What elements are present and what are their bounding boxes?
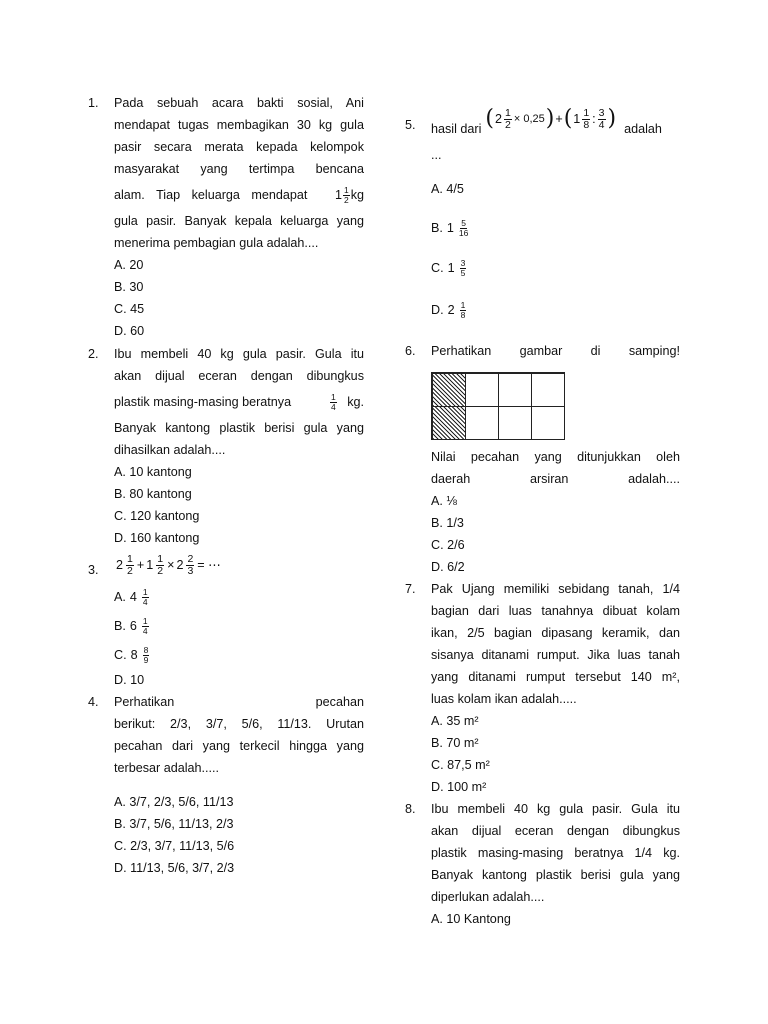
- grid-cell: [498, 373, 532, 407]
- option[interactable]: A. 35 m²: [431, 714, 479, 728]
- denominator: 4: [142, 625, 148, 636]
- option[interactable]: D. 11/13, 5/6, 3/7, 2/3: [114, 861, 235, 875]
- question-text: daerah: [431, 472, 471, 486]
- question-6: [405, 340, 680, 578]
- question-text-line: berikut: 2/3, 3/7, 5/6, 11/13. Urutan: [114, 717, 364, 731]
- numerator: 1: [460, 299, 466, 310]
- denominator: 4: [598, 118, 605, 131]
- question-number: 7.: [405, 582, 416, 596]
- numerator: 1: [583, 106, 590, 119]
- question-text-line: pasir secara merata kepada kelompok: [114, 140, 364, 154]
- question-text-line: gula pasir. Banyak kepala keluarga yang: [114, 214, 364, 228]
- fraction-whole: 2: [176, 558, 184, 572]
- question-text-line: mendapat tugas membagikan 30 kg gula: [114, 118, 364, 132]
- fraction: [460, 301, 467, 320]
- denominator: 8: [460, 309, 466, 320]
- question-text: di: [590, 344, 601, 358]
- fraction-whole: 2: [447, 303, 455, 317]
- paren-open: (: [563, 106, 573, 131]
- question-4: [88, 691, 364, 879]
- fraction: [142, 617, 149, 636]
- option[interactable]: [431, 290, 680, 330]
- question-1: [88, 92, 364, 342]
- numerator: 1: [142, 615, 148, 626]
- denominator: 9: [143, 654, 149, 665]
- paren-close: ): [545, 106, 555, 131]
- question-text: alam. Tiap keluarga mendapat: [114, 188, 308, 202]
- denominator: 2: [157, 564, 164, 577]
- question-text-line: akan dijual eceran dengan dibungkus: [114, 369, 364, 383]
- grid-cell-shaded: [432, 406, 466, 440]
- option[interactable]: B. 3/7, 5/6, 11/13, 2/3: [114, 817, 234, 831]
- question-text-line: Pak Ujang memiliki sebidang tanah, 1/4: [431, 582, 680, 596]
- inline-fraction-group: [329, 391, 364, 413]
- question-text-line: diperlukan adalah....: [431, 890, 545, 904]
- fraction: [186, 554, 194, 577]
- question-text-line: Pada sebuah acara bakti sosial, Ani: [114, 96, 364, 110]
- question-text-line: pecahan dari yang terkecil hingga yang: [114, 739, 364, 753]
- option[interactable]: [431, 246, 680, 290]
- fraction: [598, 108, 606, 131]
- question-text: pecahan: [315, 695, 364, 709]
- denominator: 5: [460, 267, 466, 278]
- fraction: [156, 554, 164, 577]
- option[interactable]: D. 6/2: [431, 560, 465, 574]
- fraction: [343, 186, 350, 205]
- question-text: hasil dari: [431, 122, 482, 136]
- option[interactable]: C. 45: [114, 302, 145, 316]
- mixed-fraction: [335, 184, 364, 206]
- numerator: 1: [142, 586, 148, 597]
- numerator: 1: [343, 185, 349, 196]
- paren-close: ): [607, 106, 617, 131]
- numerator: 1: [157, 552, 164, 565]
- fraction-whole: 4: [129, 590, 137, 604]
- question-text-line: bagian dari luas tanahnya dibuat kolam: [431, 604, 680, 618]
- grid-cell-shaded: [432, 373, 466, 407]
- question-text-line: akan dijual eceran dengan dibungkus: [431, 824, 680, 838]
- grid-cell: [498, 406, 532, 440]
- fraction-whole: 8: [130, 648, 138, 662]
- question-text: arsiran: [529, 472, 569, 486]
- question-text-line: Banyak kantong plastik berisi gula yang: [431, 868, 680, 882]
- option[interactable]: C. 87,5 m²: [431, 758, 490, 772]
- numerator: 3: [598, 106, 605, 119]
- unit: kg.: [347, 395, 364, 409]
- question-7: [405, 578, 680, 798]
- question-text-line: menerima pembagian gula adalah....: [114, 236, 319, 250]
- question-number: 6.: [405, 344, 416, 358]
- question-text-line: Ibu membeli 40 kg gula pasir. Gula itu: [431, 802, 680, 816]
- question-text-line: Ibu membeli 40 kg gula pasir. Gula itu: [114, 347, 364, 361]
- question-text-line: dihasilkan adalah....: [114, 443, 226, 457]
- option-label: B.: [114, 619, 126, 633]
- question-text-line: luas kolam ikan adalah.....: [431, 692, 577, 706]
- operator: ×: [167, 558, 175, 572]
- grid-cell: [465, 406, 499, 440]
- grid-cell: [531, 406, 565, 440]
- numerator: 5: [461, 217, 467, 228]
- question-number: 2.: [88, 347, 99, 361]
- paren-open: (: [485, 106, 494, 131]
- operator: +: [555, 112, 563, 126]
- question-text-line: sisanya ditanami rumput. Jika luas tanah: [431, 648, 680, 662]
- equals-ellipsis: = ⋯: [197, 558, 221, 572]
- shaded-grid-figure: [431, 372, 565, 440]
- question-text-line: Nilai pecahan yang ditunjukkan oleh: [431, 450, 680, 464]
- denominator: 4: [142, 596, 148, 607]
- question-number: 5.: [405, 118, 416, 132]
- expression-text: × 0,25: [513, 113, 545, 125]
- option[interactable]: A. 4/5: [431, 182, 464, 196]
- option[interactable]: B. 30: [114, 280, 144, 294]
- question-text-line: terbesar adalah.....: [114, 761, 220, 775]
- numerator: 1: [127, 552, 133, 565]
- question-text-line: [431, 340, 680, 362]
- denominator: 2: [343, 195, 349, 206]
- numerator: 8: [143, 644, 149, 655]
- question-text: plastik masing-masing beratnya: [114, 395, 292, 409]
- denominator: 8: [583, 118, 590, 131]
- question-text: Perhatikan: [431, 344, 492, 358]
- option[interactable]: C. 2/6: [431, 538, 465, 552]
- question-text-line: Banyak kantong plastik berisi gula yang: [114, 421, 364, 435]
- option-label: A.: [114, 590, 126, 604]
- question-text-line: yang ditanami rumput tersebut 140 m²,: [431, 670, 680, 684]
- denominator: 2: [505, 118, 511, 131]
- fraction-whole: 6: [129, 619, 137, 633]
- option-label: D.: [431, 303, 444, 317]
- option[interactable]: B. 1/3: [431, 516, 464, 530]
- question-5: [405, 92, 680, 330]
- question-text: adalah....: [628, 472, 680, 486]
- option[interactable]: D. 100 m²: [431, 780, 487, 794]
- option[interactable]: A. 10 kantong: [114, 465, 192, 479]
- numerator: 1: [505, 106, 511, 119]
- question-text: gambar: [519, 344, 563, 358]
- numerator: 2: [187, 552, 194, 565]
- option[interactable]: A. ⅛: [431, 494, 457, 508]
- option[interactable]: A. 3/7, 2/3, 5/6, 11/13: [114, 795, 234, 809]
- option[interactable]: B. 70 m²: [431, 736, 479, 750]
- option[interactable]: A. 10 Kantong: [431, 912, 511, 926]
- option-label: C.: [114, 648, 127, 662]
- denominator: 4: [330, 402, 336, 413]
- option[interactable]: D. 10: [114, 673, 145, 687]
- question-text: samping!: [628, 344, 680, 358]
- fraction-whole: 1: [573, 112, 581, 126]
- fraction: [142, 588, 149, 607]
- fraction: [330, 393, 337, 412]
- option[interactable]: [114, 641, 364, 669]
- option[interactable]: D. 60: [114, 324, 145, 338]
- question-text-line: [114, 691, 364, 713]
- question-3: [88, 547, 364, 691]
- fraction-whole: 2: [116, 558, 124, 572]
- fraction-whole: 1: [146, 558, 154, 572]
- question-text-line: plastik masing-masing beratnya 1/4 kg.: [431, 846, 680, 860]
- fraction-whole: 1: [446, 221, 454, 235]
- fraction-whole: 2: [495, 112, 503, 126]
- option-label: B.: [431, 221, 443, 235]
- option[interactable]: [114, 583, 364, 611]
- fraction: [126, 554, 134, 577]
- question-text: Perhatikan: [114, 695, 175, 709]
- fraction: [143, 646, 150, 665]
- question-text-line: masyarakat yang tertimpa bencana: [114, 162, 364, 176]
- denominator: 3: [187, 564, 194, 577]
- fraction-whole: 1: [334, 188, 342, 202]
- left-column: [88, 92, 364, 879]
- fraction: [460, 259, 467, 278]
- option[interactable]: D. 160 kantong: [114, 531, 200, 545]
- denominator: 16: [458, 227, 469, 238]
- fraction: [504, 108, 512, 131]
- question-text-line: ikan, 2/5 bagian dipasang keramik, dan: [431, 626, 680, 640]
- operator: :: [592, 112, 596, 126]
- question-text-line: [114, 387, 364, 417]
- question-8: [405, 798, 680, 930]
- option[interactable]: A. 20: [114, 258, 144, 272]
- math-expression: [116, 547, 364, 583]
- question-text-line: [114, 180, 364, 210]
- question-number: 3.: [88, 563, 99, 577]
- option[interactable]: C. 120 kantong: [114, 509, 200, 523]
- numerator: 1: [330, 392, 336, 403]
- option[interactable]: C. 2/3, 3/7, 11/13, 5/6: [114, 839, 235, 853]
- operator: +: [136, 558, 145, 572]
- question-text-line: ...: [431, 148, 442, 162]
- question-number: 8.: [405, 802, 416, 816]
- question-text-line: [431, 468, 680, 490]
- question-2: [88, 343, 364, 549]
- question-text: adalah: [624, 122, 662, 136]
- unit: kg: [350, 188, 364, 202]
- denominator: 2: [127, 564, 133, 577]
- grid-cell: [465, 373, 499, 407]
- option-label: C.: [431, 261, 444, 275]
- grid-cell: [531, 373, 565, 407]
- fraction: [459, 219, 468, 238]
- fraction-whole: 1: [447, 261, 455, 275]
- numerator: 3: [460, 257, 466, 268]
- option[interactable]: [431, 210, 680, 246]
- math-expression: [485, 108, 616, 131]
- option[interactable]: [114, 611, 364, 641]
- right-column: [405, 92, 680, 930]
- option[interactable]: B. 80 kantong: [114, 487, 192, 501]
- question-number: 4.: [88, 695, 99, 709]
- question-number: 1.: [88, 96, 99, 110]
- fraction: [582, 108, 590, 131]
